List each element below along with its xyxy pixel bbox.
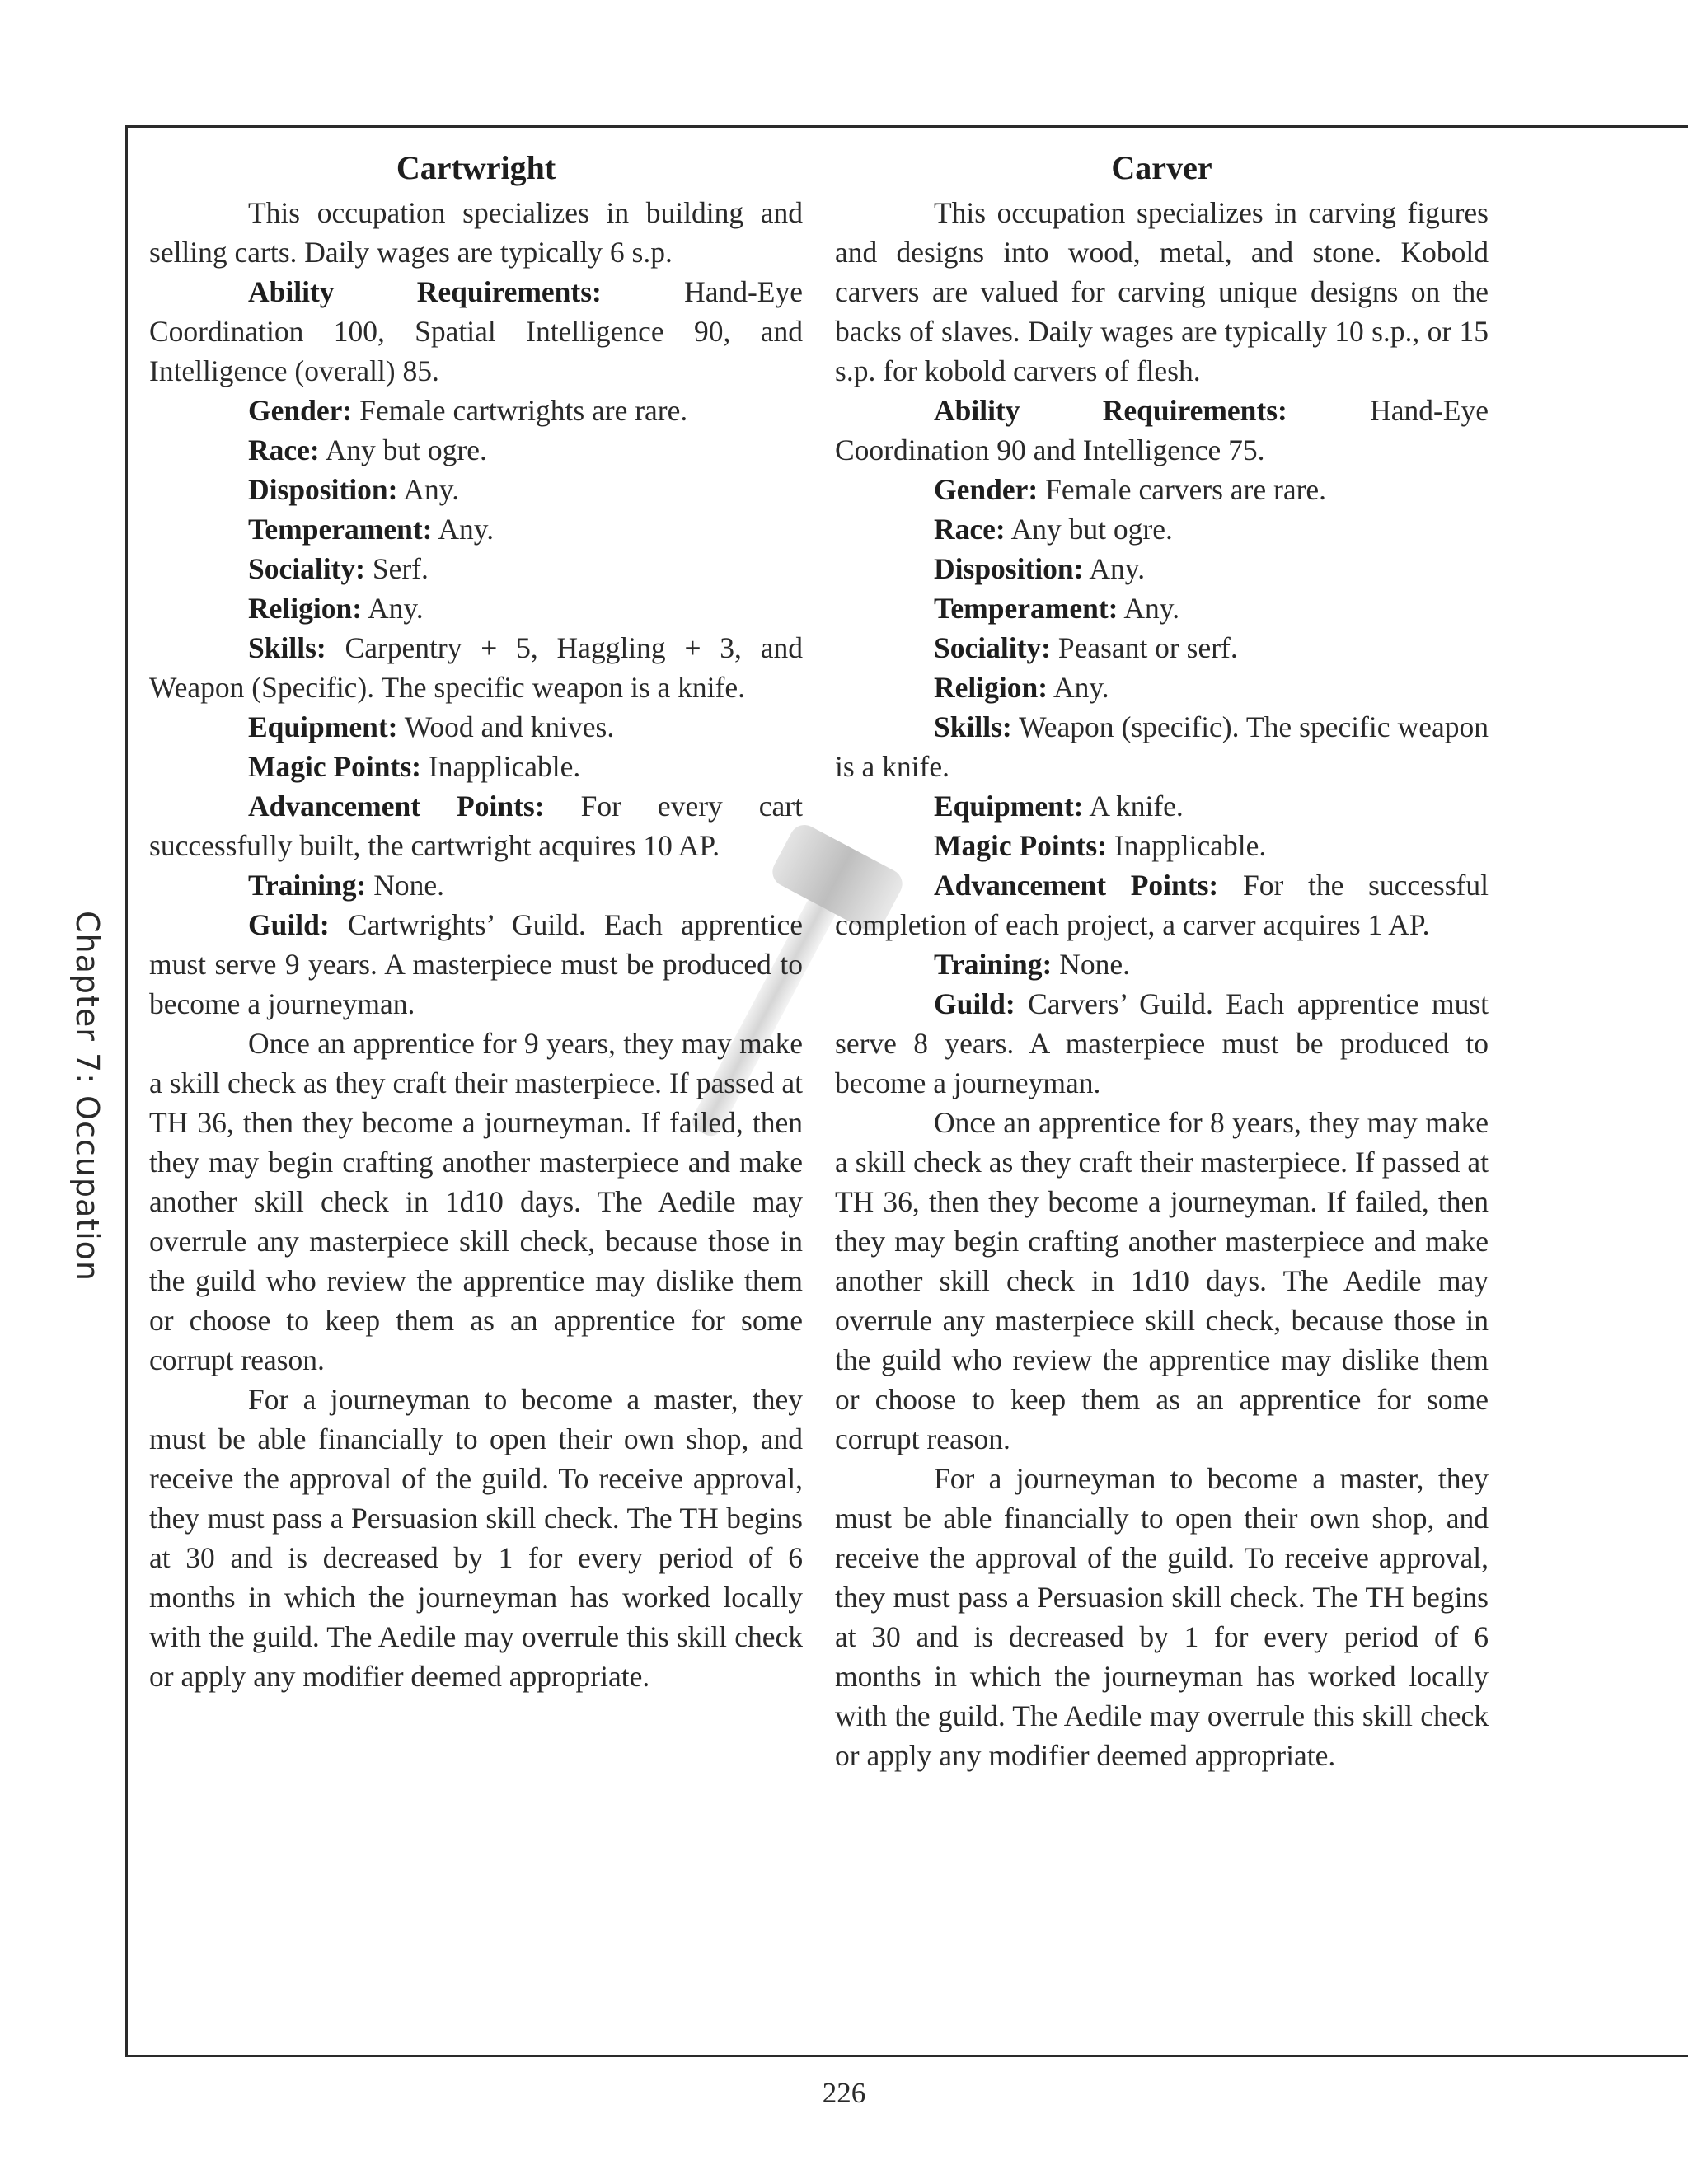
section-title: Carver: [1111, 149, 1212, 186]
paragraph-text: Hand-Eye Coordination 100, Spatial Intelligence 90, and Intelligence (overall) 85.: [149, 275, 803, 387]
paragraph-text: Wood and knives.: [397, 710, 615, 743]
right-column: [835, 145, 1489, 1775]
field-label: Magic Points:: [248, 750, 422, 783]
paragraph-text: Any.: [397, 473, 460, 506]
paragraph-text: None.: [1052, 948, 1130, 981]
paragraph-text: Any but ogre.: [319, 434, 487, 466]
paragraph-text: Any.: [362, 592, 424, 625]
paragraph: [149, 549, 803, 588]
paragraph-text: Peasant or serf.: [1050, 631, 1238, 664]
field-label: Skills:: [248, 631, 326, 664]
field-label: Religion:: [934, 671, 1048, 704]
field-label: Disposition:: [248, 473, 398, 506]
paragraph: [835, 865, 1489, 944]
field-label: Equipment:: [934, 790, 1084, 823]
paragraph-text: Hand-Eye Coordination 90 and Intelligence 75.: [835, 394, 1489, 466]
paragraph-text: Any.: [1048, 671, 1109, 704]
field-label: Advancement Points:: [248, 790, 545, 823]
paragraph-text: For every cart successfully built, the cartwright acquires 10 AP.: [149, 790, 803, 862]
field-label: Sociality:: [248, 552, 365, 585]
paragraph-text: Female cartwrights are rare.: [352, 394, 688, 427]
field-label: Guild:: [934, 987, 1015, 1020]
paragraph-text: For a journeyman to become a master, they must be able financially to open their own shop, and receive the approval of the guild. To receive approval, they must pass a Persuasion skill check. The TH begins at 30 and is decreased by 1 for every period of 6 months in which the journeyman has worked locally with the guild. The Aedile may overrule this skill check or apply any modifier deemed appropriate.: [149, 1383, 803, 1693]
paragraph-text: Once an apprentice for 9 years, they may make a skill check as they craft their masterpiece. If passed at TH 36, then they become a journeyman. If failed, then they may begin crafting another masterpiece and make another skill check in 1d10 days. The Aedile may overrule any masterpiece skill check, because those in the guild who review the apprentice may dislike them or choose to keep them as an apprentice for some corrupt reason.: [149, 1027, 803, 1376]
paragraph-text: Weapon (specific). The specific weapon is a knife.: [835, 710, 1489, 783]
paragraph-text: None.: [366, 869, 444, 902]
paragraph: [835, 588, 1489, 628]
paragraph: [835, 628, 1489, 668]
field-label: Temperament:: [248, 513, 433, 546]
paragraph: [149, 628, 803, 707]
field-label: Guild:: [248, 908, 330, 941]
paragraph: [835, 1459, 1489, 1775]
field-label: Race:: [934, 513, 1006, 546]
field-label: Race:: [248, 434, 320, 466]
paragraph: [149, 193, 803, 272]
chapter-tab-label: Chapter 7: Occupation: [69, 910, 106, 1282]
paragraph: [149, 865, 803, 905]
paragraph: [835, 549, 1489, 588]
paragraph-text: For the successful completion of each project, a carver acquires 1 AP.: [835, 869, 1489, 941]
field-label: Training:: [248, 869, 367, 902]
paragraph-text: Any.: [1083, 552, 1146, 585]
paragraph-text: Cartwrights’ Guild. Each apprentice must serve 9 years. A masterpiece must be produced to become a journeyman.: [149, 908, 803, 1020]
field-label: Ability Requirements:: [934, 394, 1287, 427]
paragraph: [149, 509, 803, 549]
field-label: Advancement Points:: [934, 869, 1219, 902]
paragraph: [835, 786, 1489, 826]
section-title: Cartwright: [396, 149, 556, 186]
field-label: Disposition:: [934, 552, 1084, 585]
paragraph-text: Serf.: [364, 552, 429, 585]
paragraph: [835, 826, 1489, 865]
paragraph: [835, 668, 1489, 707]
paragraph: [149, 786, 803, 865]
paragraph: [835, 470, 1489, 509]
field-label: Skills:: [934, 710, 1012, 743]
field-label: Equipment:: [248, 710, 398, 743]
paragraph-text: For a journeyman to become a master, they must be able financially to open their own shop, and receive the approval of the guild. To receive approval, they must pass a Persuasion skill check. The TH begins at 30 and is decreased by 1 for every period of 6 months in which the journeyman has worked locally with the guild. The Aedile may overrule this skill check or apply any modifier deemed appropriate.: [835, 1462, 1489, 1772]
paragraph: [149, 391, 803, 430]
paragraph-text: Once an apprentice for 8 years, they may make a skill check as they craft their masterpiece. If passed at TH 36, then they become a journeyman. If failed, then they may begin crafting another masterpiece and make another skill check in 1d10 days. The Aedile may overrule any masterpiece skill check, because those in the guild who review the apprentice may dislike them or choose to keep them as an apprentice for some corrupt reason.: [835, 1106, 1489, 1455]
paragraph-text: A knife.: [1083, 790, 1184, 823]
field-label: Sociality:: [934, 631, 1051, 664]
paragraph: [149, 272, 803, 391]
paragraph: [835, 193, 1489, 391]
paragraph-text: Any.: [432, 513, 495, 546]
paragraph: [149, 707, 803, 747]
field-label: Magic Points:: [934, 829, 1108, 862]
field-label: Temperament:: [934, 592, 1118, 625]
paragraph: [149, 430, 803, 470]
page-number: 226: [822, 2077, 866, 2109]
paragraph: [835, 984, 1489, 1103]
paragraph-text: Carvers’ Guild. Each apprentice must serve 8 years. A masterpiece must be produced to become a journeyman.: [835, 987, 1489, 1099]
paragraph: [835, 391, 1489, 470]
paragraph: [149, 905, 803, 1024]
paragraph: [149, 1024, 803, 1380]
field-label: Training:: [934, 948, 1053, 981]
paragraph: [149, 747, 803, 786]
field-label: Gender:: [248, 394, 353, 427]
chapter-tab: [69, 907, 106, 1286]
paragraph: [835, 707, 1489, 786]
paragraph-text: Female carvers are rare.: [1038, 473, 1327, 506]
paragraph-text: Any but ogre.: [1005, 513, 1173, 546]
field-label: Ability Requirements:: [248, 275, 602, 308]
paragraph: [835, 1103, 1489, 1459]
field-label: Religion:: [248, 592, 363, 625]
field-label: Gender:: [934, 473, 1039, 506]
paragraph-text: Carpentry + 5, Haggling + 3, and Weapon (Specific). The specific weapon is a knife.: [149, 631, 803, 704]
paragraph: [149, 1380, 803, 1696]
paragraph: [149, 588, 803, 628]
paragraph-text: Inapplicable.: [421, 750, 581, 783]
paragraph-text: This occupation specializes in building and selling carts. Daily wages are typically 6 s.p.: [149, 196, 803, 269]
paragraph: [149, 470, 803, 509]
section-body: [835, 193, 1489, 1775]
left-column: [149, 145, 803, 1696]
paragraph-text: Any.: [1118, 592, 1180, 625]
section-body: [149, 193, 803, 1696]
paragraph: [835, 944, 1489, 984]
paragraph-text: Inapplicable.: [1107, 829, 1267, 862]
paragraph-text: This occupation specializes in carving figures and designs into wood, metal, and stone. Kobold carvers are valued for carving unique designs on the backs of slaves. Daily wages are typically 10 s.p., or 15 s.p. for kobold carvers of flesh.: [835, 196, 1489, 387]
paragraph: [835, 509, 1489, 549]
